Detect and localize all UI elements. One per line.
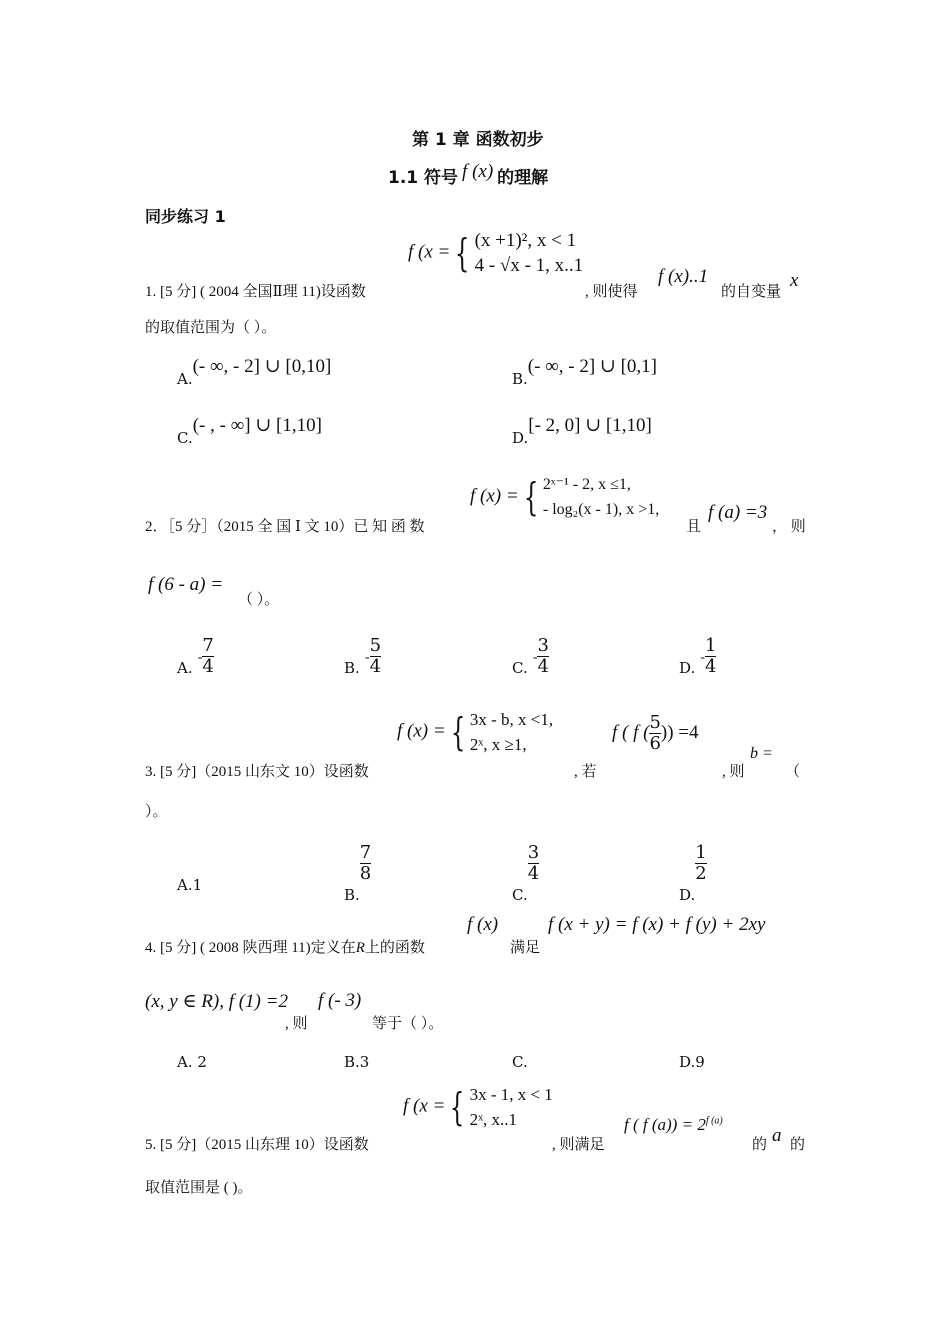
q1-option-b[interactable]: B.(- ∞, - 2] ∪ [0,1] [512, 356, 657, 388]
q3-then: , 则 [722, 764, 745, 780]
q4-ask: f (- 3) [318, 990, 362, 1011]
q2-option-c[interactable]: C. - $\frac{3}{4}$ [512, 635, 549, 677]
q4-fx: f (x) [467, 914, 499, 935]
q5-case1: 3x - 1, x < 1 [469, 1085, 553, 1104]
q5-stem: 5. [5 分]（2015 山东理 10）设函数 [145, 1137, 369, 1153]
q1-piecewise [408, 228, 583, 278]
q1-stem: 1. [5 分] ( 2004 全国Ⅱ理 11)设函数 [145, 284, 366, 300]
q3-case2: 2ˣ, x ≥1, [469, 735, 527, 754]
q3-mid: , 若 [574, 764, 597, 780]
q1-option-c[interactable]: C.(- , - ∞] ∪ [1,10] [177, 415, 322, 447]
q1-case1: (x +1)², x < 1 [474, 230, 577, 251]
q2-cond: f (a) =3 [708, 502, 768, 523]
q1-var: x [790, 270, 799, 291]
section-suffix: 的理解 [497, 168, 549, 188]
q1-option-d[interactable]: D.[- 2, 0] ∪ [1,10] [512, 415, 652, 447]
q4-ask-tail: 等于（ ）。 [372, 1016, 444, 1032]
q4-line2-then: , 则 [285, 1016, 308, 1032]
q2-option-a[interactable]: A. - $\frac{7}{4}$ [177, 635, 214, 677]
q4-satisfy: 满足 [510, 940, 541, 956]
q3-stem: 3. [5 分]（2015 山东文 10）设函数 [145, 764, 369, 780]
q2-f-label: f (x) = [470, 485, 519, 507]
q2-mid: 且 [686, 519, 702, 535]
q5-line2: 取值范围是 ( )。 [145, 1180, 253, 1196]
q2-case1: 2ˣ⁻¹ - 2, x ≤1, [542, 476, 631, 493]
q3-case1: 3x - b, x <1, [469, 710, 554, 729]
q5-tail: 的 [790, 1137, 806, 1153]
q1-tail: 的自变量 [721, 284, 782, 300]
brace-icon: { [450, 710, 466, 754]
q3-f-label: f (x) = [397, 720, 446, 742]
q4-eq: f (x + y) = f (x) + f (y) + 2xy [548, 914, 766, 935]
q4-option-c[interactable]: C. [512, 1053, 528, 1071]
q3-option-c[interactable]: C. $\frac{3}{4}$ [512, 842, 540, 904]
q5-case2: 2ˣ, x..1 [469, 1110, 517, 1129]
q1-cond: f (x)..1 [658, 266, 709, 287]
q1-mid: , 则使得 [585, 284, 638, 300]
q3-var: b = [750, 745, 773, 762]
exercise-heading: 同步练习 1 [145, 207, 226, 226]
q5-piecewise [403, 1082, 553, 1132]
q2-ask: f (6 - a) = [148, 574, 224, 595]
brace-icon: { [523, 475, 539, 519]
q2-ask-tail: （ ）。 [238, 592, 280, 608]
q5-var: a [772, 1125, 782, 1146]
q3-piecewise [397, 707, 553, 757]
brace-icon: { [455, 231, 470, 275]
q2-case2: - log₂(x - 1), x >1, [542, 501, 660, 518]
q2-stem: 2．［5 分］（2015 全 国 Ⅰ 文 10）已 知 函 数 [145, 519, 425, 535]
q2-option-b[interactable]: B. - $\frac{5}{4}$ [344, 635, 382, 677]
section-title [388, 163, 548, 189]
q1-option-a[interactable]: A.(- ∞, - 2] ∪ [0,10] [177, 356, 332, 388]
q3-line2: ）。 [145, 804, 168, 820]
q5-f-label: f (x = [403, 1095, 446, 1117]
q5-mid: , 则满足 [552, 1137, 605, 1153]
q1-case2: 4 - √x - 1, x..1 [474, 255, 584, 276]
q4-option-a[interactable]: A. 2 [177, 1053, 207, 1071]
q1-f-label: f (x = [408, 241, 451, 263]
q2-tail: ， 则 [772, 519, 806, 535]
q4-line2-math: (x, y ∈ R), f (1) =2 [145, 991, 288, 1012]
brace-icon: { [450, 1085, 465, 1129]
q3-option-a[interactable]: A.1 [177, 876, 203, 894]
q3-paren-open: （ [785, 764, 801, 780]
q2-piecewise [470, 472, 659, 522]
q1-line2: 的取值范围为（ ）。 [145, 320, 277, 336]
section-fx: f (x) [462, 161, 494, 182]
q3-option-b[interactable]: B. $\frac{7}{8}$ [344, 842, 372, 904]
q3-cond: f ( f ( $\frac{5}{6}$ )) =4 [612, 712, 699, 754]
q4-stem: 4. [5 分] ( 2008 陕西理 11)定义在R上的函数 [145, 940, 425, 956]
q3-option-d[interactable]: D. $\frac{1}{2}$ [679, 842, 707, 904]
q5-cond: f ( f $(a)) = 2^{f (a)}$ [624, 1115, 723, 1134]
section-prefix: 1.1 符号 [388, 168, 459, 188]
q5-of: 的 [752, 1137, 768, 1153]
q4-option-b[interactable]: B.3 [344, 1053, 370, 1071]
q2-option-d[interactable]: D. - $\frac{1}{4}$ [679, 635, 717, 677]
chapter-title: 第 1 章 函数初步 [412, 130, 544, 150]
q4-option-d[interactable]: D.9 [679, 1053, 705, 1071]
